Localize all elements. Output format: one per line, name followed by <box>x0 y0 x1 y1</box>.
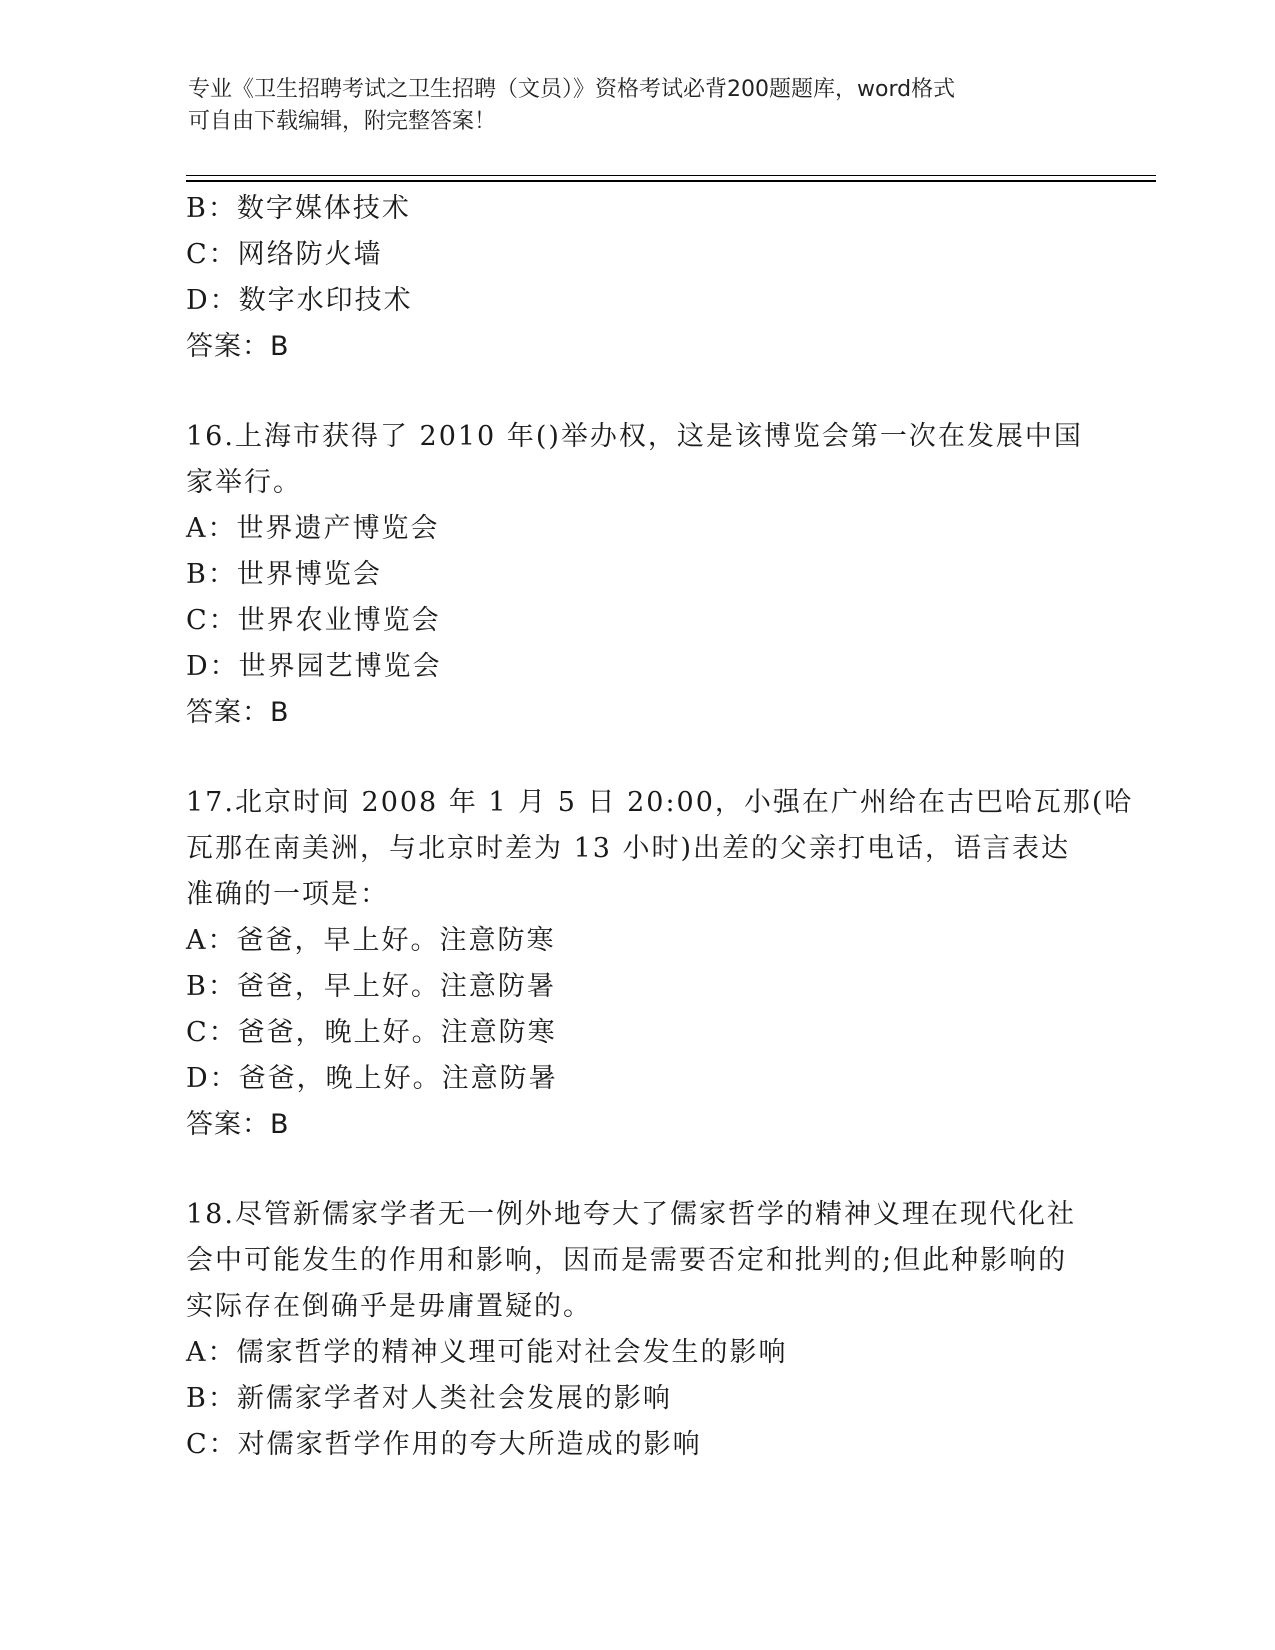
question-16-option-d: D：世界园艺博览会 <box>186 651 442 682</box>
question-17-stem-line-1: 17.北京时间 2008 年 1 月 5 日 20:00，小强在广州给在古巴哈瓦那(哈 <box>186 787 1134 818</box>
question-16-stem-line-2: 家举行。 <box>186 467 302 498</box>
question-18-option-a: A：儒家哲学的精神义理可能对社会发生的影响 <box>186 1337 788 1368</box>
question-18 <box>186 1192 1086 1468</box>
question-16 <box>186 414 1086 736</box>
question-18-stem-line-2: 会中可能发生的作用和影响，因而是需要否定和批判的;但此种影响的 <box>186 1245 1068 1276</box>
question-16-stem-line-1: 16.上海市获得了 2010 年()举办权，这是该博览会第一次在发展中国 <box>186 421 1083 452</box>
question-18-stem-line-3: 实际存在倒确乎是毋庸置疑的。 <box>186 1291 592 1322</box>
question-gap <box>186 736 1086 780</box>
question-16-option-a: A：世界遗产博览会 <box>186 513 440 544</box>
question-16-option-c: C：世界农业博览会 <box>186 605 441 636</box>
question-18-stem-line-1: 18.尽管新儒家学者无一例外地夸大了儒家哲学的精神义理在现代化社 <box>186 1199 1076 1230</box>
question-17-option-d: D：爸爸，晚上好。注意防暑 <box>186 1063 558 1094</box>
question-17 <box>186 780 1134 1148</box>
question-gap <box>186 370 1086 414</box>
question-17-stem-line-2: 瓦那在南美洲，与北京时差为 13 小时)出差的父亲打电话，语言表达 <box>186 833 1071 864</box>
question-list <box>186 186 1134 1468</box>
header-divider-thin <box>186 175 1156 176</box>
question-18-option-c: C：对儒家哲学作用的夸大所造成的影响 <box>186 1429 702 1460</box>
question-18-option-b: B：新儒家学者对人类社会发展的影响 <box>186 1383 672 1414</box>
question-15-option-c: C：网络防火墙 <box>186 239 383 270</box>
header-divider-thick <box>186 180 1156 182</box>
question-gap <box>186 1148 1086 1192</box>
question-17-option-b: B：爸爸，早上好。注意防暑 <box>186 971 556 1002</box>
question-15-option-b: B：数字媒体技术 <box>186 193 411 224</box>
question-17-stem-line-3: 准确的一项是： <box>186 879 389 910</box>
header-title-line-2: 可自由下载编辑，附完整答案！ <box>188 109 497 134</box>
question-15-answer: 答案：B <box>186 331 290 362</box>
question-17-answer: 答案：B <box>186 1109 290 1140</box>
question-17-option-a: A：爸爸，早上好。注意防寒 <box>186 925 556 956</box>
question-15-option-d: D：数字水印技术 <box>186 285 413 316</box>
question-15-tail <box>186 186 1086 370</box>
question-16-option-b: B：世界博览会 <box>186 559 382 590</box>
question-17-option-c: C：爸爸，晚上好。注意防寒 <box>186 1017 557 1048</box>
header-title-line-1: 专业《卫生招聘考试之卫生招聘（文员）》资格考试必背200题题库，word格式 <box>188 77 956 102</box>
document-header <box>188 74 1068 138</box>
question-16-answer: 答案：B <box>186 697 290 728</box>
